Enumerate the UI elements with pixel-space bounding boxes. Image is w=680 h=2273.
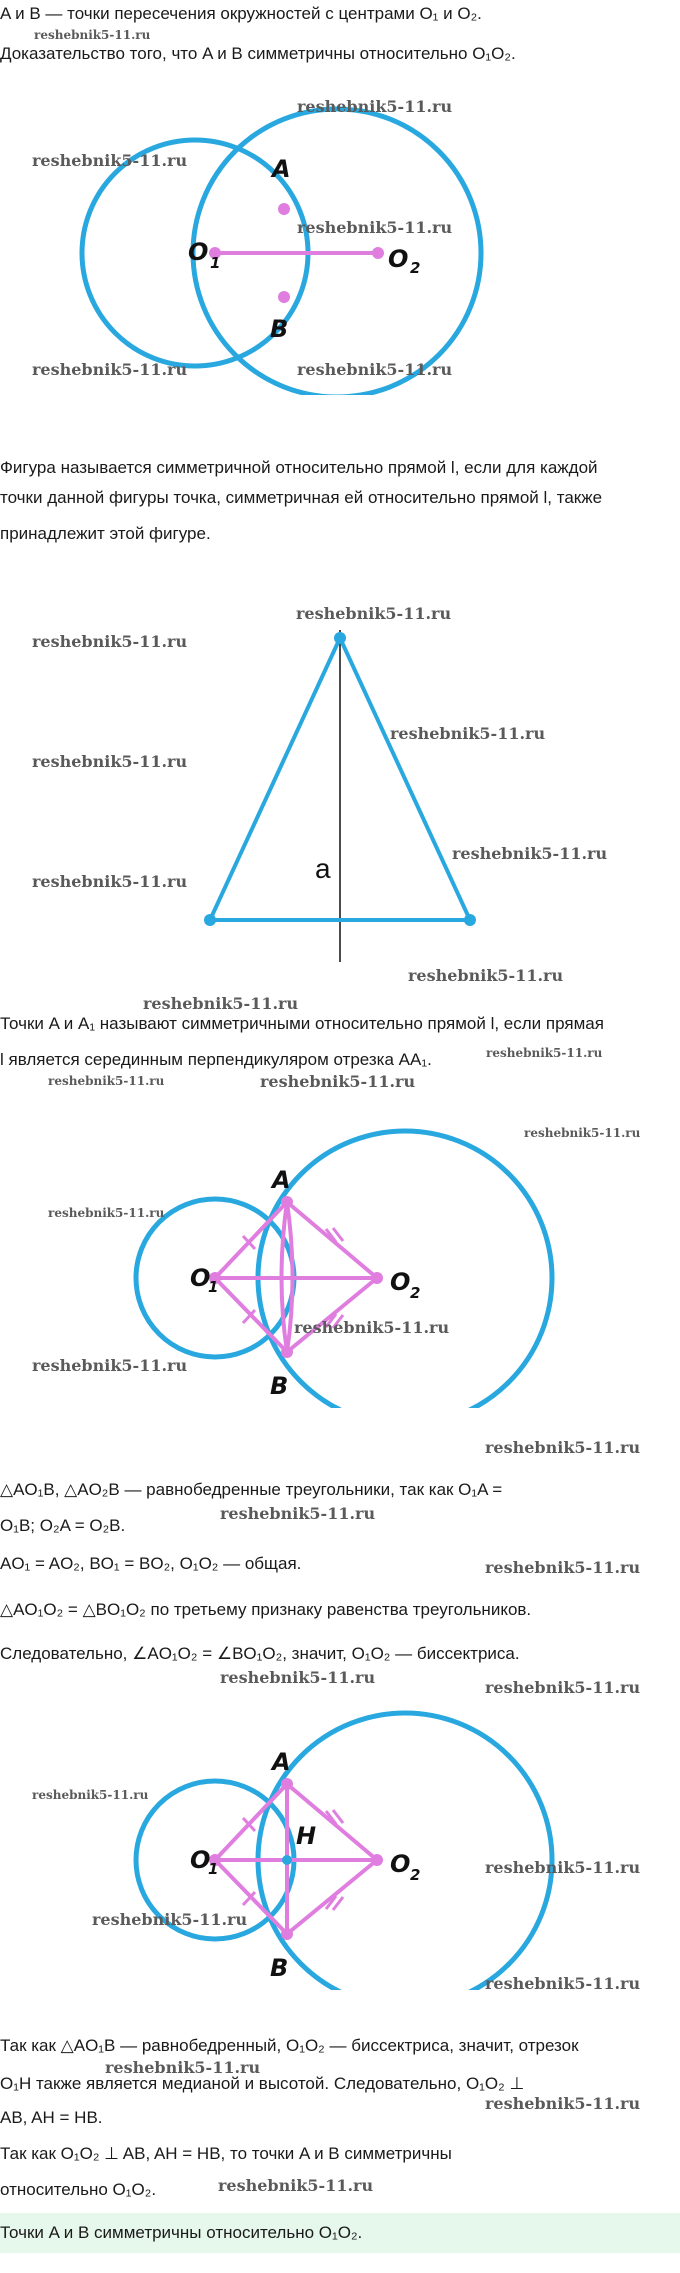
watermark: reshebnik5-11.ru <box>32 151 188 170</box>
watermark: reshebnik5-11.ru <box>218 2176 374 2195</box>
text-line: Так как O₁O₂ ⊥ AB, AH = HB, то точки A и B симметричны <box>0 2144 452 2163</box>
watermark: reshebnik5-11.ru <box>32 872 188 891</box>
watermark: reshebnik5-11.ru <box>297 218 453 237</box>
watermark: reshebnik5-11.ru <box>485 1858 641 1877</box>
text-line: AB, AH = HB. <box>0 2108 103 2127</box>
watermark: reshebnik5-11.ru <box>32 1788 149 1802</box>
point-o2 <box>371 1854 383 1866</box>
watermark: reshebnik5-11.ru <box>34 28 151 42</box>
watermark: reshebnik5-11.ru <box>92 1910 248 1929</box>
point-a <box>281 1196 293 1208</box>
label-o2: O <box>390 1850 411 1878</box>
watermark: reshebnik5-11.ru <box>143 994 299 1013</box>
point-o2 <box>371 1272 383 1284</box>
watermark: reshebnik5-11.ru <box>390 724 546 743</box>
watermark: reshebnik5-11.ru <box>485 1438 641 1457</box>
label-b: B <box>270 1954 289 1982</box>
label-h: H <box>296 1822 317 1850</box>
text-line: Фигура называется симметричной относительно прямой l, если для каждой <box>0 458 598 477</box>
watermark: reshebnik5-11.ru <box>32 1356 188 1375</box>
text-line: l является серединным перпендикуляром отрезка AA₁. <box>0 1050 432 1069</box>
point-b <box>278 291 290 303</box>
text-line: O₁H также является медианой и высотой. Следовательно, O₁O₂ ⊥ <box>0 2074 525 2093</box>
label-a: A <box>272 155 291 183</box>
point-b <box>281 1928 293 1940</box>
text-line: Доказательство того, что A и B симметричны относительно O₁O₂. <box>0 44 516 63</box>
figure-circles-1 <box>0 95 680 395</box>
text-line: принадлежит этой фигуре. <box>0 524 211 543</box>
label-a: A <box>272 1166 291 1194</box>
label-b: B <box>270 1372 289 1400</box>
point-o2 <box>372 247 384 259</box>
point-b <box>281 1346 293 1358</box>
text-line: Следовательно, ∠AO₁O₂ = ∠BO₁O₂, значит, O₁O₂ — биссектриса. <box>0 1644 520 1663</box>
label-o1-sub: 1 <box>208 1278 219 1296</box>
watermark: reshebnik5-11.ru <box>220 1504 376 1523</box>
watermark: reshebnik5-11.ru <box>296 604 452 623</box>
watermark: reshebnik5-11.ru <box>48 1206 165 1220</box>
text-line: Так как △AO₁B — равнобедренный, O₁O₂ — биссектриса, значит, отрезок <box>0 2036 579 2055</box>
point-a <box>278 203 290 215</box>
text-line: △AO₁O₂ = △BO₁O₂ по третьему признаку равенства треугольников. <box>0 1600 532 1619</box>
label-o2: O <box>390 1268 411 1296</box>
text-line: AO₁ = AO₂, BO₁ = BO₂, O₁O₂ — общая. <box>0 1554 302 1573</box>
axis-label: a <box>315 853 331 884</box>
label-o1: O <box>188 238 209 266</box>
text-line: A и B — точки пересечения окружностей с центрами O₁ и O₂. <box>0 4 482 23</box>
text-line: Точки A и A₁ называют симметричными относительно прямой l, если прямая <box>0 1014 604 1033</box>
text-line: △AO₁B, △AO₂B — равнобедренные треугольники, так как O₁A = <box>0 1480 503 1499</box>
watermark: reshebnik5-11.ru <box>452 844 608 863</box>
text-line: точки данной фигуры точка, симметричная ей относительно прямой l, также <box>0 488 603 507</box>
vertex-right <box>464 914 476 926</box>
label-o2-sub: 2 <box>410 1284 421 1302</box>
point-h <box>282 1855 292 1865</box>
watermark: reshebnik5-11.ru <box>32 360 188 379</box>
watermark: reshebnik5-11.ru <box>524 1126 641 1140</box>
watermark: reshebnik5-11.ru <box>260 1072 416 1091</box>
watermark: reshebnik5-11.ru <box>32 632 188 651</box>
label-o1-sub: 1 <box>210 254 221 272</box>
vertex-left <box>204 914 216 926</box>
watermark: reshebnik5-11.ru <box>485 2094 641 2113</box>
text-line: O₁B; O₂A = O₂B. <box>0 1516 126 1535</box>
watermark: reshebnik5-11.ru <box>485 1678 641 1697</box>
figure-circles-3 <box>0 1700 680 1990</box>
watermark: reshebnik5-11.ru <box>48 1074 165 1088</box>
watermark: reshebnik5-11.ru <box>220 1668 376 1687</box>
text-line: относительно O₁O₂. <box>0 2180 157 2199</box>
watermark: reshebnik5-11.ru <box>485 1558 641 1577</box>
watermark: reshebnik5-11.ru <box>485 1974 641 1993</box>
conclusion-text: Точки A и B симметричны относительно O₁O₂. <box>0 2223 363 2242</box>
label-a: A <box>272 1748 291 1776</box>
vertex-top <box>334 632 346 644</box>
watermark: reshebnik5-11.ru <box>105 2058 261 2077</box>
watermark: reshebnik5-11.ru <box>297 97 453 116</box>
watermark: reshebnik5-11.ru <box>32 752 188 771</box>
watermark: reshebnik5-11.ru <box>408 966 564 985</box>
watermark: reshebnik5-11.ru <box>297 360 453 379</box>
point-a <box>281 1778 293 1790</box>
label-o1-sub: 1 <box>208 1860 219 1878</box>
conclusion-box <box>0 2213 680 2253</box>
label-o1: O <box>190 1264 211 1292</box>
label-o2: O <box>388 245 409 273</box>
label-o2-sub: 2 <box>410 1866 421 1884</box>
label-o1: O <box>190 1846 211 1874</box>
watermark: reshebnik5-11.ru <box>294 1318 450 1337</box>
watermark: reshebnik5-11.ru <box>486 1046 603 1060</box>
label-o2-sub: 2 <box>410 259 421 277</box>
label-b: B <box>270 315 289 343</box>
